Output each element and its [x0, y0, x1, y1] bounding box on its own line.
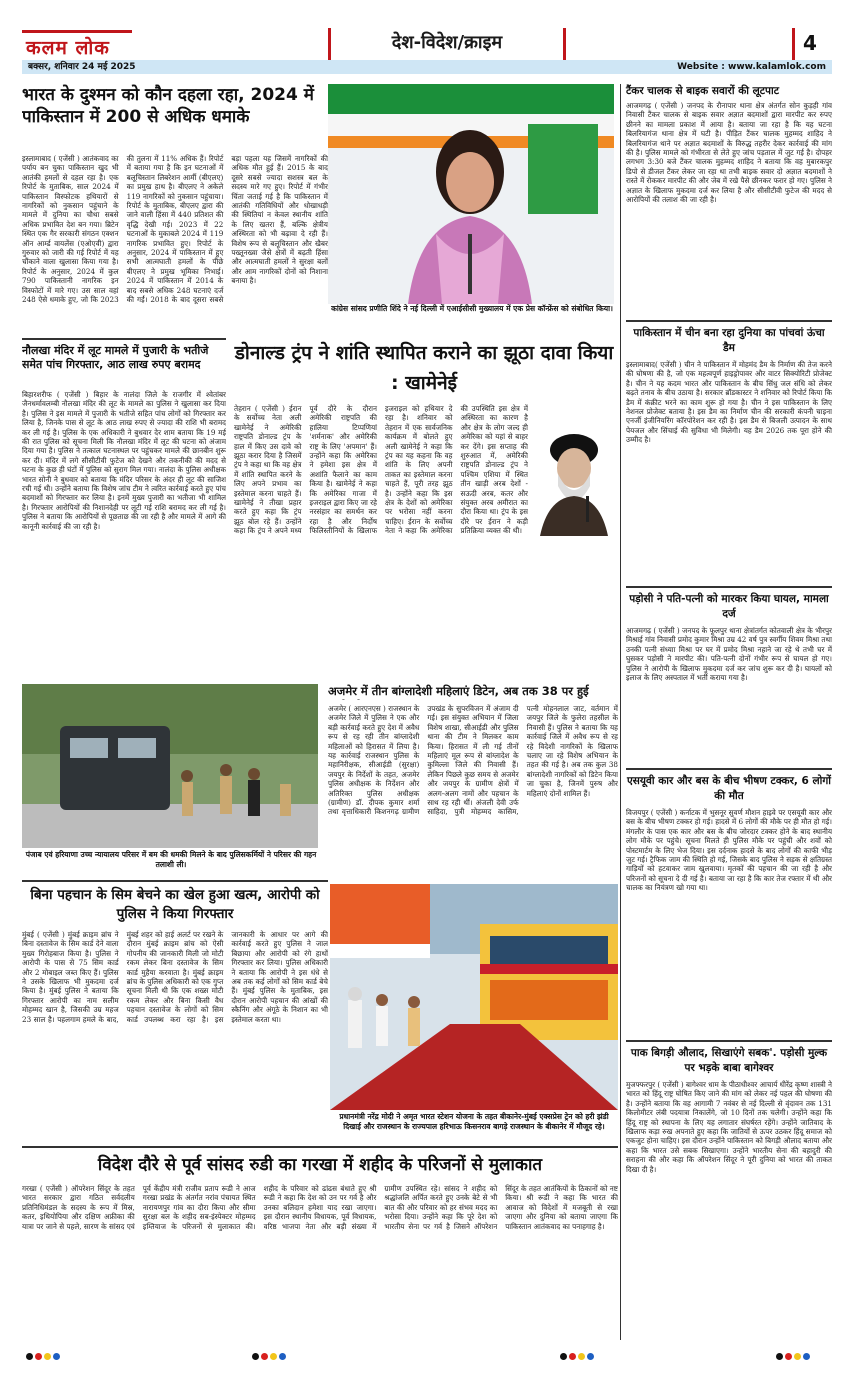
story-suv-bus-collision: [626, 768, 832, 1036]
headline: पाक बिगड़ी औलाद, सिखाएंगे सबक'. पड़ोसी मुल्क पर भड़के बाबा बागेश्वर: [630, 1047, 828, 1074]
photo-khamenei: [534, 424, 614, 536]
headline: भारत के दुश्मन को कौन दहला रहा, 2024 में पाकिस्तान में 200 से अधिक धमाके: [22, 85, 314, 127]
photo-caption: प्रधानमंत्री नरेंद्र मोदी ने अमृत भारत स्टेशन योजना के तहत बीकानेर-मुंबई एक्सप्रेस ट्रेन को हरी झंडी दिखाई और राजस्थान के राज्यपाल हरिभाऊ किसनराव बागड़े राजस्थान के बीकानेर में मौजूद रहे।: [339, 1112, 609, 1131]
khamenei-portrait: [534, 424, 614, 536]
story-tanker-loot: [626, 84, 832, 316]
page-number: 4: [792, 28, 832, 60]
article-body: तेहरान ( एजेंसी ) ईरान के सर्वोच्च नेता अली खामेनेई ने अमेरिकी राष्ट्रपति डोनाल्ड ट्रंप के हाल में किए उस दावे को झूठा करार दिया है जिसमें ट्रंप ने कहा था कि वह क्षेत्र में शांति स्थापित करने के लिए अपने प्रभाव का इस्तेमाल करना चाहते हैं। खामेनेई ने तीखा प्रहार करते हुए कहा कि ट्रंप झूठ बोल रहे हैं। उन्होंने कहा कि ट्रंप ने अपने मध्य पूर्व दौरे के दौरान अमेरिकी राष्ट्रपति की हालिया टिप्पणियां 'शर्मनाक' और अमेरिकी राष्ट्र के लिए 'अपमान' हैं। उन्होंने कहा कि अमेरिका ने हमेशा इस क्षेत्र में अशांति फैलाने का काम किया है। खामेनेई ने कहा कि अमेरिका गाजा में इजराइल द्वारा किए जा रहे नरसंहार का समर्थन कर रहा है और निर्दोष फिलिस्तीनियों के खिलाफ इजराइल को हथियार दे रहा है। शनिवार को तेहरान में एक सार्वजनिक कार्यक्रम में बोलते हुए अली खामेनेई ने कहा कि ट्रंप का यह कहना कि वह शांति के लिए अपनी ताकत का इस्तेमाल करना चाहते हैं, पूरी तरह झूठ है। उन्होंने कहा कि इस क्षेत्र के देशों को अमेरिका पर भरोसा नहीं करना चाहिए। ईरान के सर्वोच्च नेता ने कहा कि अमेरिका की उपस्थिति इस क्षेत्र में अस्थिरता का कारण है और क्षेत्र के लोग जल्द ही अमेरिका को यहां से बाहर कर देंगे। इस सप्ताह की शुरुआत में, अमेरिकी राष्ट्रपति डोनाल्ड ट्रंप ने पश्चिम एशिया में स्थित तीन खाड़ी अरब देशों - सऊदी अरब, कतर और संयुक्त अरब अमीरात का दौरा किया था। ट्रंप के इस दौरे पर ईरान ने कड़ी प्रतिक्रिया व्यक्त की थी।: [234, 404, 528, 536]
edition-date: बक्सर, शनिवार 24 मई 2025: [28, 62, 136, 72]
story-sim-card-arrest: [22, 880, 328, 1140]
article-body: अजमेर ( आरएनएस ) राजस्थान के अजमेर जिले में पुलिस ने एक और बड़ी कार्रवाई करते हुए देश में अवैध रूप से रह रही तीन बांग्लादेशी महिलाओं को हिरासत में लिया है। यह कार्रवाई राजस्थान पुलिस के महानिरीक्षक, सीआईडी (सुरक्षा) जयपुर के निर्देशों के तहत, अजमेर पुलिस अधीक्षक के निर्देशन और अतिरिक्त पुलिस अधीक्षक (ग्रामीण) डॉ. दीपक कुमार शर्मा तथा वृत्ताधिकारी किशनगढ़ ग्रामीण उपखंड के सुपरविजन में अंजाम दी गई। इस संयुक्त अभियान में जिला विशेष शाखा, सीआईडी और पुलिस थाना की टीम ने मिलकर काम किया। हिरासत में ली गई तीनों महिलाएं मूल रूप से बांग्लादेश के कुमिल्ला जिले की निवासी हैं। लेकिन पिछले कुछ समय से अजमेर और जयपुर के ग्रामीण क्षेत्रों में अलग-अलग नामों और पहचान के साथ रह रही थीं। अंजली देवी उर्फ साहिदा, पुत्री मोहम्मद कासिम, पत्नी मोहनलाल जाट, वर्तमान में जयपुर जिले के फुलेरा तहसील के निवासी हैं। पुलिस ने बताया कि यह कार्रवाई जिले में अवैध रूप से रह रहे विदेशी नागरिकों के खिलाफ चलाए जा रहे विशेष अभियान के तहत की गई है। अब तक कुल 38 बांग्लादेशी नागरिकों को डिटेन किया जा चुका है, जिनमें पुरुष और महिलाएं दोनों शामिल हैं।: [328, 704, 618, 817]
headline: नौलखा मंदिर में लूट मामले में पुजारी के भतीजे समेत पांच गिरफ्तार, आठ लाख रुपए बरामद: [22, 344, 209, 371]
article-body: मुजफ्फरपुर ( एजेंसी ) बागेश्वर धाम के पीठाधीश्वर आचार्य धीरेंद्र कृष्ण शास्त्री ने भारत को हिंदू राष्ट्र घोषित किए जाने की मांग को लेकर नई पहल की घोषणा की है। उन्होंने बताया कि वह आगामी 7 नवंबर से नई दिल्ली से वृंदावन तक 131 किलोमीटर लंबी पदयात्रा निकालेंगे, जो 10 दिनों तक चलेगी। उन्होंने कहा कि हिंदू राष्ट्र को स्थापना के लिए यह लगातार संघर्षरत रहेंगे। उन्होंने जातिवाद के खिलाफ कड़ा रुख अपनाते हुए कहा कि जातियों से ऊपर उठकर हिंदू समाज को एकजुट होना चाहिए। इस दौरान उन्होंने पाकिस्तान को बिगड़ी औलाद बताया और कहा कि भारत उसे सबक सिखाएगा। उन्होंने भारतीय सेना की बहादुरी की सराहना की और कहा कि ऑपरेशन सिंदूर ने पूरी दुनिया को भारत की ताकत दिखा दी है।: [626, 1080, 832, 1174]
registration-dots-center-right: [560, 1352, 596, 1363]
story-khamenei-trump: [234, 338, 614, 672]
photo-modi-train: [330, 884, 618, 1110]
article-body: इस्लामाबाद ( एजेंसी ) आतंकवाद का पर्याय बन चुका पाकिस्तान खुद भी आतंकी हमलों से दहल रहा है। एक रिपोर्ट के मुताबिक, साल 2024 में पाकिस्तान विस्फोटक हथियारों से नागरिकों को नुकसान पहुंचाने के मामले में दुनिया का चौथा सबसे अधिक प्रभावित देश बन गया। ब्रिटेन स्थित एक गैर सरकारी संगठन एक्शन ऑन आर्म्ड वायलेंस (एओएवी) द्वारा गुरुवार को जारी की गई रिपोर्ट में यह चौंकाने वाला खुलासा किया गया है। रिपोर्ट के अनुसार, 2024 में कुल 790 पाकिस्तानी नागरिक इन विस्फोटों में मारे गए। उस साल वहां 248 ऐसे धमाके हुए, जो कि 2023 की तुलना में 11% अधिक हैं। रिपोर्ट में बताया गया है कि इन घटनाओं में बलूचिस्तान लिबरेशन आर्मी (बीएलए) का प्रमुख हाथ है। बीएलए ने अकेले 119 नागरिकों को नुकसान पहुंचाया। रिपोर्ट के मुताबिक, बीएलए द्वारा की जाने वाली हिंसा में 440 प्रतिशत की वृद्धि देखी गई। 2023 में 22 घटनाओं के मुकाबले 2024 में 119 नागरिक प्रभावित हुए। रिपोर्ट के अनुसार, 2024 में पाकिस्तान में हुए सभी आत्मघाती हमलों के पीछे बीएलए ने प्रमुख भूमिका निभाई। 2024 में पाकिस्तान में 2014 के बाद सबसे अधिक 248 घटनाएं दर्ज की गईं। 2018 के बाद दूसरा सबसे बड़ा पहला यह जिसमें नागरिकों की अधिक मौत हुई हैं। 2015 के बाद दूसरे सबसे ज्यादा सशस्त्र बल के सदस्य मारे गए हुए। रिपोर्ट में गंभीर चिंता जताई गई है कि पाकिस्तान में आतंकी गतिविधियों और धोखाधड़ी की स्थितियां न केवल स्थानीय शांति के लिए खतरा हैं, बल्कि क्षेत्रीय अस्थिरता को भी बढ़ावा दे रही हैं। विशेष रूप से बलूचिस्तान और खैबर पख्तूनख्वा जैसे क्षेत्रों में बढ़ती हिंसा और आत्मघाती हमलों ने सुरक्षा बलों और आम नागरिकों दोनों को निशाना बनाया है।: [22, 154, 328, 305]
headline: पड़ोसी ने पति-पत्नी को मारकर किया घायल, मामला दर्ज: [629, 593, 829, 620]
headline: टैंकर चालक से बाइक सवारों की लूटपाट: [626, 85, 780, 97]
train-flag-off-image: [330, 884, 618, 1110]
section-title: देश-विदेश/क्राइम: [328, 28, 566, 60]
headline: बिना पहचान के सिम बेचने का खेल हुआ खत्म, आरोपी को पुलिस ने किया गिरफ्तार: [30, 887, 320, 922]
photo-caption: पंजाब एवं हरियाणा उच्च न्यायालय परिसर में बम की धमकी मिलने के बाद पुलिसकर्मियों ने परिसर की गहन तलाशी ली।: [25, 850, 317, 869]
website-link[interactable]: Website : www.kalamlok.com: [677, 62, 826, 72]
headline: अजमेर में तीन बांग्लादेशी महिलाएं डिटेन, अब तक 38 पर हुई: [328, 684, 589, 698]
column-divider: [620, 84, 621, 1340]
date-bar: [22, 60, 832, 74]
story-pakistan-blasts: [22, 84, 328, 334]
headline: डोनाल्ड ट्रंप ने शांति स्थापित कराने का झूठा दावा किया : खामेनेई: [234, 342, 614, 394]
story-ajmer-bangladeshi: [328, 684, 618, 880]
story-neighbour-assault: [626, 586, 832, 764]
police-search-image: [22, 684, 318, 848]
story-bageshwar-baba: [626, 1040, 832, 1340]
story-china-dam: [626, 320, 832, 582]
registration-dots-right: [776, 1352, 812, 1363]
article-body: मुंबई ( एजेंसी ) मुंबई क्राइम ब्रांच ने बिना दस्तावेज के सिम कार्ड देने वाला मुख्य गिरोहबाज किया है। पुलिस ने आरोपी के पास से 75 सिम कार्ड और 2 मोबाइल जब्त किए हैं। पुलिस ने उसके खिलाफ भी मुकदमा दर्ज किया है। मुंबई पुलिस ने बताया कि गिरफ्तार आरोपी का नाम सलीम मोहम्मद खान है, जिसकी उम्र महज 23 साल है। पहलगाम हमले के बाद, मुंबई शहर को हाई अलर्ट पर रखने के दौरान मुंबई क्राइम ब्रांच को ऐसी गोपनीय की जानकारी मिली जो मोटी रकम लेकर बिना दस्तावेज के सिम कार्ड मुहैया करवाता है। मुंबई क्राइम ब्रांच के पुलिस अधिकारी को एक गुप्त सूचना मिली थी कि एक शख्स मोटी रकम लेकर और बिना किसी वैध पहचान दस्तावेज के लोगों को सिम कार्ड उपलब्ध करा रहा है। इस जानकारी के आधार पर आगे की कार्रवाई करते हुए पुलिस ने जाल बिछाया और आरोपी को रंगे हाथों गिरफ्तार कर लिया। पुलिस अधिकारी ने बताया कि आरोपी ने इस धंधे से अब तक कई लोगों को सिम कार्ड बेचे हैं। मुंबई पुलिस के मुताबिक, इस दौरान आरोपी पहचान की आंखों की स्कैनिंग और अंगूठे के निशान का भी इस्तेमाल करता था।: [22, 930, 328, 1024]
headline: एसयूवी कार और बस के बीच भीषण टक्कर, 6 लोगों की मौत: [626, 775, 831, 802]
headline: पाकिस्तान में चीन बना रहा दुनिया का पांचवां ऊंचा डैम: [633, 327, 825, 354]
newspaper-logo: कलम लोक: [26, 37, 110, 59]
article-body: आजमगढ़ ( एजेंसी ) जनपद के रौनापार थाना क्षेत्र अंतर्गत सोन कुड़ही गांव निवासी टैंकर चालक से बाइक सवार अज्ञात बदमाशों द्वारा मारपीट कर रुपए छीनने का मामला प्रकाश में आया है। बताया जा रहा है कि यह घटना बिलरियागंज थाना क्षेत्र में घटी है। पीड़ित टैंकर चालक मुहम्मद शाहिद ने बिलरियागंज थाने पर अज्ञात बदमाशों के विरुद्ध तहरीर देकर कार्रवाई की मांग की है। पुलिस मामले को गंभीरता से लेते हुए जांच पड़ताल में जुट गई है। दोपहर लगभग 3:30 बजे टैंकर चालक मुहम्मद शाहिद ने बताया कि वह मुबारकपुर डिपो से डीजल टैंकर लेकर जा रहा था तभी बाइक सवार दो अज्ञात बदमाशों ने रास्ते में रोककर मारपीट की और जेब में रखे पैसे छीनकर फरार हो गए। पुलिस ने अज्ञात के खिलाफ मुकदमा दर्ज कर लिया है और सीसीटीवी फुटेज की मदद से आरोपियों की तलाश की जा रही है।: [626, 101, 832, 205]
registration-dots-center-left: [252, 1352, 288, 1363]
article-body: विजयपुर ( एजेंसी ) कर्नाटक में भुसनूर सुवर्ण मौशन हाइवे पर एसयूवी कार और बस के बीच भीषण टक्कर हो गई। हादसे में 6 लोगों की मौके पर ही मौत हो गई। मंगलौर के पास एक कार और बस के बीच जोरदार टक्कर होने के बाद स्थानीय लोग मौके पर पहुंचे। सूचना मिलते ही पुलिस मौके पर पहुंची और शवों को पोस्टमार्टम के लिए भेज दिया। इस दर्दनाक हादसे के बाद लोगों की काफी भीड़ जुट गई। ट्रैफिक जाम की स्थिति हो गई, जिसके बाद पुलिस ने सड़क से क्षतिग्रस्त गाड़ियों को हटवाकर जाम खुलवाया। मृतकों की पहचान की जा रही है और परिजनों को सूचना दे दी गई है। बताया जा रहा है कि कार तेज रफ्तार में थी और चालक का नियंत्रण खो गया था।: [626, 808, 832, 893]
press-conference-image: [328, 84, 614, 304]
photo-caption: कांग्रेस सांसद प्रणीति शिंदे ने नई दिल्ली में एआईसीसी मुख्यालय में एक प्रेस कॉन्फ्रेंस को संबोधित किया।: [331, 304, 613, 313]
article-body: इस्लामाबाद( एजेंसी ) चीन ने पाकिस्तान में मोहमंद डैम के निर्माण की तेज करने की घोषणा की है, जो एक महत्वपूर्ण हाइड्रोपावर और वाटर सिक्योरिटी प्रोजेक्ट है। चीन ने यह कदम भारत और पाकिस्तान के बीच सिंधु जल संधि को लेकर बढ़ते तनाव के बीच उठाया है। सरकार ब्रॉडकास्टर ने शनिवार को रिपोर्ट किया कि डैम में कंक्रीट भरने का काम शुरू हो गया है। चीन ने इस पाकिस्तान के लिए नेशनल प्रोजेक्ट बताया है। इस डैम का निर्माण चीन की सरकारी कंपनी चाइना एनर्जी इंजीनियरिंग कॉरपोरेशन कर रही है। इस डैम से बिजली उत्पादन के साथ पेयजल और सिंचाई की सुविधा भी मिलेगी। यह डैम 2026 तक पूरा होने की उम्मीद है।: [626, 360, 832, 445]
story-nalanda-loot: [22, 338, 226, 672]
article-body: बिहारशरीफ ( एजेंसी ) बिहार के नालंदा जिले के राजगीर में श्वेतांबर जैनधर्मावलम्बी नौलखा मंदिर की लूट के मामले का पुलिस ने खुलासा कर दिया है। पुलिस ने इस मामले में पुजारी के भतीजे सहित पांच लोगों को गिरफ्तार कर लिया है, जिनके पास से लूट के आठ लाख रुपए से ज्यादा की राशि भी बरामद कर ली गई है। पुलिस के एक अधिकारी ने बुधवार देर शाम बताया कि 19 मई की रात पुलिस को सूचना मिली कि नौलखा मंदिर में लूट की घटना को अंजाम दिया गया है। पुलिस ने तत्काल घटनास्थल पर पहुंचकर मामले की छानबीन शुरू कर दी। मंदिर में लगे सीसीटीवी फुटेज को देखने और तकनीकी की मदद से घटना के कुछ ही घंटों में पुलिस को सुराग मिल गया। नालंदा के पुलिस अधीक्षक भारत सोनी ने बुधवार को बताया कि मंदिर परिसर के अंदर ही लूट की साजिश रची गई थी। उन्होंने बताया कि विशेष जांच टीम ने त्वरित कार्रवाई करते हुए पांच बदमाशों को गिरफ्तार कर लिया है। इनमें मुख्य पुजारी का भतीजा भी शामिल है। गिरफ्तार आरोपियों की निशानदेही पर लूटी गई राशि बरामद कर ली गई है। पुलिस ने बताया कि आरोपियों से पूछताछ की जा रही है और मामले में आगे की कानूनी कार्रवाई की जा रही है।: [22, 390, 226, 531]
article-body: गरखा ( एजेंसी ) ऑपरेशन सिंदूर के तहत भारत सरकार द्वारा गठित सर्वदलीय प्रतिनिधिमंडल के सदस्य के रूप में मिस्र, कतर, इथियोपिया और दक्षिण अफ्रीका की यात्रा पर जाने से पहले, सारण के सांसद एवं पूर्व केंद्रीय मंत्री राजीव प्रताप रूडी ने आज गरखा प्रखंड के अंतर्गत नरांव पंचायत स्थित नारायणपुर गांव का दौरा किया और सीमा सुरक्षा बल के शहीद सब-इंस्पेक्टर मोहम्मद इम्तियाज के परिजनों से मुलाकात की। शहीद के परिवार को ढांढस बंधाते हुए श्री रूडी ने कहा कि देश को उन पर गर्व है और उनका बलिदान हमेशा याद रखा जाएगा। इस दौरान स्थानीय विधायक, पूर्व विधायक, वरिष्ठ भाजपा नेता और बड़ी संख्या में ग्रामीण उपस्थित रहे। सांसद ने शहीद को श्रद्धांजलि अर्पित करते हुए उनके बेटे से भी बात की और परिवार को हर संभव मदद का भरोसा दिया। उन्होंने कहा कि पूरे देश को भारतीय सेना पर गर्व है जिसने ऑपरेशन सिंदूर के तहत आतंकियों के ठिकानों को नष्ट किया। श्री रूडी ने कहा कि भारत की आवाज को विदेशों में मजबूती से रखा जाएगा और दुनिया को बताया जाएगा कि पाकिस्तान आतंकवाद का पनाहगाह है।: [22, 1184, 618, 1231]
headline: विदेश दौरे से पूर्व सांसद रुडी का गरखा में शहीद के परिजनों से मुलाकात: [97, 1155, 543, 1175]
registration-dots-left: [26, 1352, 62, 1363]
photo-congress-press: [328, 84, 614, 304]
masthead: [0, 0, 850, 80]
story-rudy-martyr-family: [22, 1146, 618, 1342]
article-body: आजमगढ़ ( एजेंसी ) जनपद के फूलपुर थाना क्षेत्रांतर्गत कोतवाली क्षेत्र के भीरपुर मिश्राई गांव निवासी प्रमोद कुमार मिश्रा उम्र 42 वर्ष पुत्र स्वर्गीय शिवम मिश्रा तथा उनकी पत्नी संध्याा मिश्रा पर घर में प्रमोद मिश्रा नहाने जा रहे थे तभी घर में घुसकर पड़ोसी ने मारपीट की। पति-पत्नी दोनों गंभीर रूप से घायल हो गए। पुलिस ने आरोपी के खिलाफ मुकदमा दर्ज कर जांच शुरू कर दी है। घायलों को इलाज के लिए अस्पताल में भर्ती कराया गया है।: [626, 626, 832, 683]
photo-police-highcourt: [22, 684, 318, 848]
